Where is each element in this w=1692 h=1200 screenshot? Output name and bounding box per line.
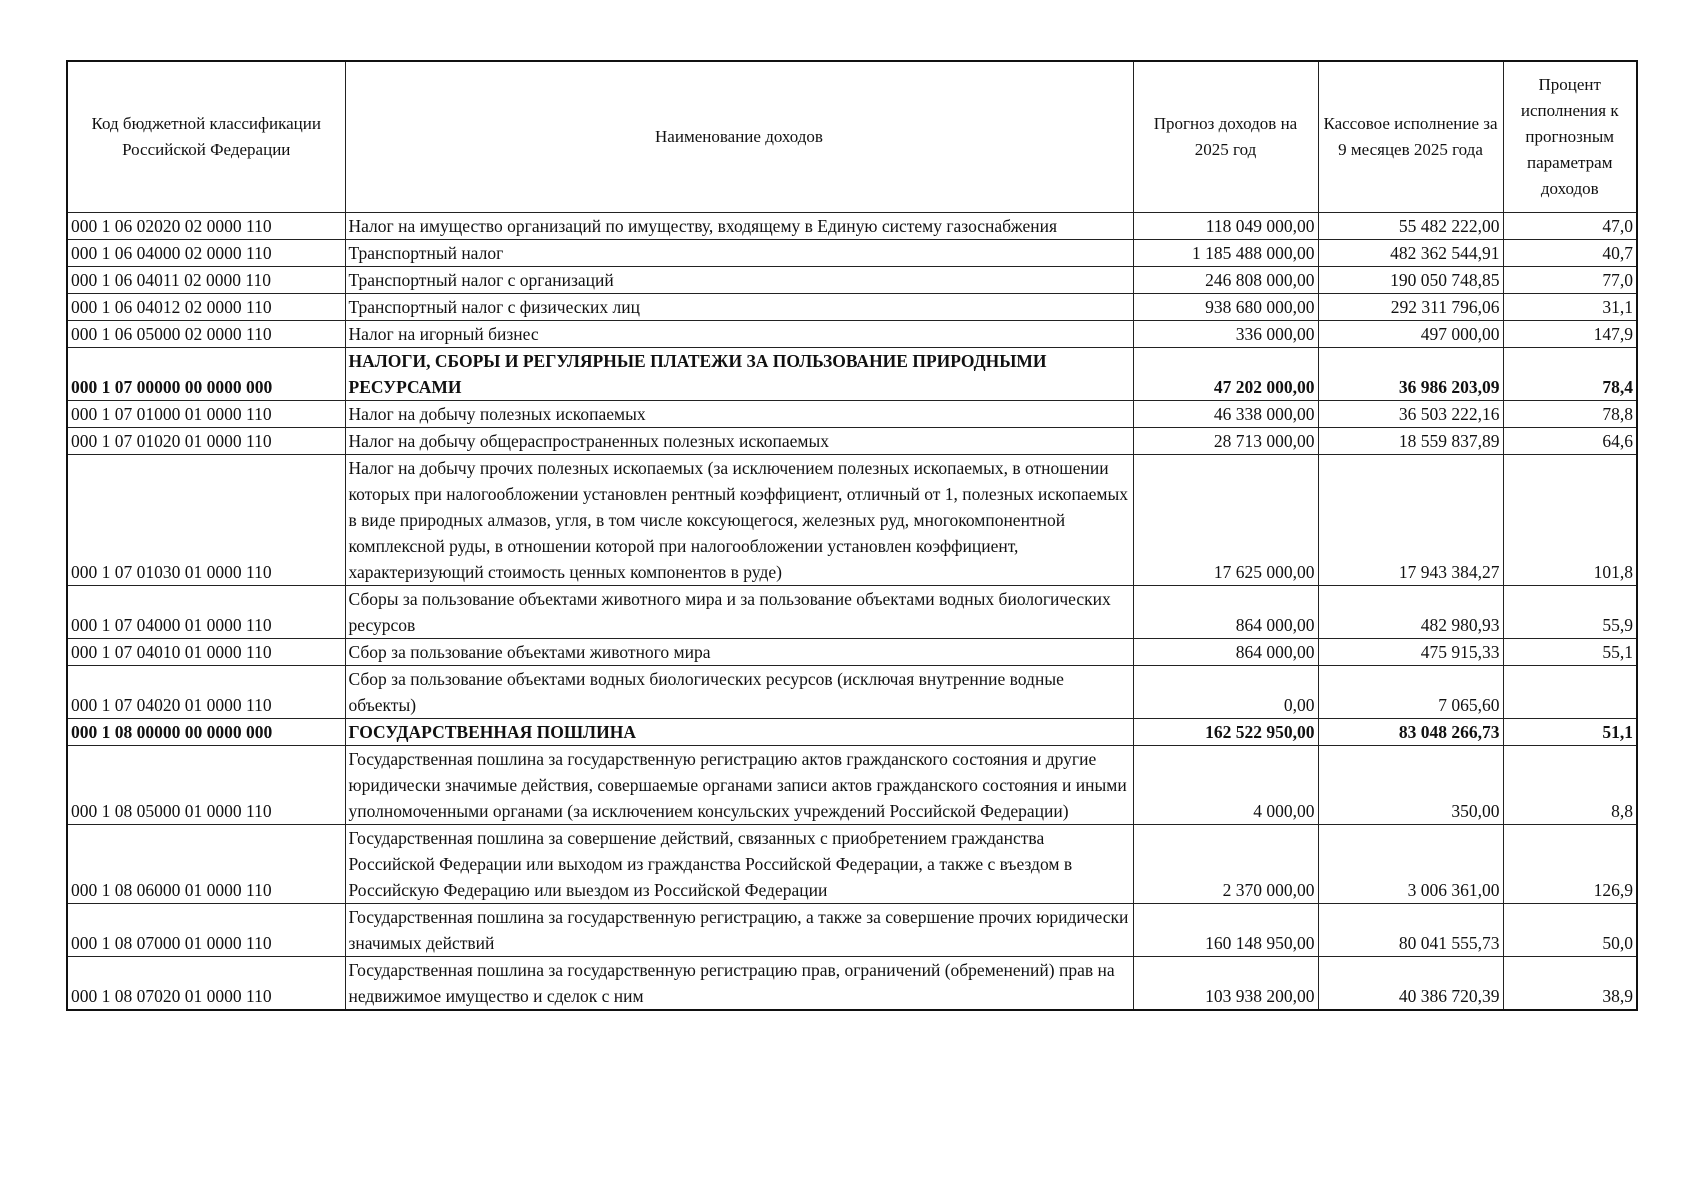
table-row	[67, 825, 1637, 904]
cell-percent: 77,0	[1503, 267, 1637, 294]
cell-code: 000 1 07 01020 01 0000 110	[67, 428, 345, 455]
cell-percent: 126,9	[1503, 825, 1637, 904]
cell-name: Транспортный налог с физических лиц	[345, 294, 1133, 321]
cell-name: Налог на добычу общераспространенных полезных ископаемых	[345, 428, 1133, 455]
table-row	[67, 666, 1637, 719]
table-body	[67, 213, 1637, 1011]
cell-code: 000 1 07 04000 01 0000 110	[67, 586, 345, 639]
table-row-section	[67, 719, 1637, 746]
cell-name: Государственная пошлина за государственную регистрацию, а также за совершение прочих юридически значимых действий	[345, 904, 1133, 957]
table-row	[67, 213, 1637, 240]
cell-name: Налог на добычу полезных ископаемых	[345, 401, 1133, 428]
table-row	[67, 904, 1637, 957]
cell-cash: 482 980,93	[1318, 586, 1503, 639]
cell-forecast: 162 522 950,00	[1133, 719, 1318, 746]
table-row	[67, 586, 1637, 639]
cell-code: 000 1 08 05000 01 0000 110	[67, 746, 345, 825]
table-row	[67, 746, 1637, 825]
cell-percent: 40,7	[1503, 240, 1637, 267]
cell-name: Налог на имущество организаций по имуществу, входящему в Единую систему газоснабжения	[345, 213, 1133, 240]
cell-name: Государственная пошлина за государственную регистрацию актов гражданского состояния и другие юридически значимые действия, совершаемые органами записи актов гражданского состояния и иными уполномоченными органами (за исключением консульских учреждений Российской Федерации)	[345, 746, 1133, 825]
cell-name: Сбор за пользование объектами животного мира	[345, 639, 1133, 666]
table-row	[67, 639, 1637, 666]
cell-percent: 55,9	[1503, 586, 1637, 639]
cell-name: Транспортный налог	[345, 240, 1133, 267]
cell-cash: 18 559 837,89	[1318, 428, 1503, 455]
header-row	[67, 61, 1637, 213]
cell-percent: 64,6	[1503, 428, 1637, 455]
cell-cash: 3 006 361,00	[1318, 825, 1503, 904]
cell-code: 000 1 07 01030 01 0000 110	[67, 455, 345, 586]
cell-cash: 190 050 748,85	[1318, 267, 1503, 294]
cell-forecast: 160 148 950,00	[1133, 904, 1318, 957]
cell-forecast: 246 808 000,00	[1133, 267, 1318, 294]
table-row	[67, 455, 1637, 586]
cell-cash: 17 943 384,27	[1318, 455, 1503, 586]
table-row	[67, 428, 1637, 455]
cell-code: 000 1 06 04011 02 0000 110	[67, 267, 345, 294]
cell-name: Государственная пошлина за государственную регистрацию прав, ограничений (обременений) прав на недвижимое имущество и сделок с ним	[345, 957, 1133, 1011]
table-row	[67, 267, 1637, 294]
cell-forecast: 28 713 000,00	[1133, 428, 1318, 455]
cell-forecast: 103 938 200,00	[1133, 957, 1318, 1011]
header-percent: Процент исполнения к прогнозным параметрам доходов	[1503, 61, 1637, 213]
cell-name: Государственная пошлина за совершение действий, связанных с приобретением гражданства Российской Федерации или выходом из гражданства Российской Федерации, а также с въездом в Российскую Федерацию или выездом из Российской Федерации	[345, 825, 1133, 904]
cell-code: 000 1 06 02020 02 0000 110	[67, 213, 345, 240]
cell-percent: 55,1	[1503, 639, 1637, 666]
cell-cash: 40 386 720,39	[1318, 957, 1503, 1011]
cell-forecast: 864 000,00	[1133, 586, 1318, 639]
cell-percent: 78,8	[1503, 401, 1637, 428]
cell-percent: 51,1	[1503, 719, 1637, 746]
cell-code: 000 1 07 01000 01 0000 110	[67, 401, 345, 428]
cell-forecast: 46 338 000,00	[1133, 401, 1318, 428]
cell-code: 000 1 07 00000 00 0000 000	[67, 348, 345, 401]
cell-percent: 47,0	[1503, 213, 1637, 240]
cell-code: 000 1 07 04020 01 0000 110	[67, 666, 345, 719]
cell-name: Сбор за пользование объектами водных биологических ресурсов (исключая внутренние водные объекты)	[345, 666, 1133, 719]
table-header	[67, 61, 1637, 213]
cell-code: 000 1 06 05000 02 0000 110	[67, 321, 345, 348]
cell-code: 000 1 08 07000 01 0000 110	[67, 904, 345, 957]
cell-percent: 101,8	[1503, 455, 1637, 586]
cell-code: 000 1 08 06000 01 0000 110	[67, 825, 345, 904]
cell-forecast: 47 202 000,00	[1133, 348, 1318, 401]
table-row-section	[67, 348, 1637, 401]
cell-code: 000 1 06 04012 02 0000 110	[67, 294, 345, 321]
cell-cash: 83 048 266,73	[1318, 719, 1503, 746]
header-forecast: Прогноз доходов на 2025 год	[1133, 61, 1318, 213]
cell-name: Налог на игорный бизнес	[345, 321, 1133, 348]
cell-percent	[1503, 666, 1637, 719]
cell-code: 000 1 07 04010 01 0000 110	[67, 639, 345, 666]
cell-percent: 38,9	[1503, 957, 1637, 1011]
cell-forecast: 2 370 000,00	[1133, 825, 1318, 904]
cell-cash: 80 041 555,73	[1318, 904, 1503, 957]
cell-percent: 147,9	[1503, 321, 1637, 348]
cell-percent: 78,4	[1503, 348, 1637, 401]
cell-cash: 475 915,33	[1318, 639, 1503, 666]
cell-name: ГОСУДАРСТВЕННАЯ ПОШЛИНА	[345, 719, 1133, 746]
cell-cash: 36 986 203,09	[1318, 348, 1503, 401]
table-row	[67, 240, 1637, 267]
header-cash: Кассовое исполнение за 9 месяцев 2025 года	[1318, 61, 1503, 213]
cell-forecast: 0,00	[1133, 666, 1318, 719]
cell-name: НАЛОГИ, СБОРЫ И РЕГУЛЯРНЫЕ ПЛАТЕЖИ ЗА ПОЛЬЗОВАНИЕ ПРИРОДНЫМИ РЕСУРСАМИ	[345, 348, 1133, 401]
table-row	[67, 957, 1637, 1011]
cell-cash: 350,00	[1318, 746, 1503, 825]
cell-forecast: 864 000,00	[1133, 639, 1318, 666]
table-row	[67, 401, 1637, 428]
cell-code: 000 1 08 00000 00 0000 000	[67, 719, 345, 746]
cell-cash: 36 503 222,16	[1318, 401, 1503, 428]
budget-revenue-table	[66, 60, 1638, 1011]
cell-percent: 31,1	[1503, 294, 1637, 321]
cell-forecast: 336 000,00	[1133, 321, 1318, 348]
cell-name: Налог на добычу прочих полезных ископаемых (за исключением полезных ископаемых, в отношении которых при налогообложении установлен рентный коэффициент, отличный от 1, полезных ископаемых в виде природных алмазов, угля, в том числе коксующегося, железных руд, многокомпонентной комплексной руды, в отношении которой при налогообложении установлен коэффициент, характеризующий стоимость ценных компонентов в руде)	[345, 455, 1133, 586]
cell-percent: 8,8	[1503, 746, 1637, 825]
cell-cash: 7 065,60	[1318, 666, 1503, 719]
cell-forecast: 4 000,00	[1133, 746, 1318, 825]
cell-cash: 497 000,00	[1318, 321, 1503, 348]
table-row	[67, 321, 1637, 348]
cell-forecast: 938 680 000,00	[1133, 294, 1318, 321]
cell-code: 000 1 08 07020 01 0000 110	[67, 957, 345, 1011]
table-row	[67, 294, 1637, 321]
cell-percent: 50,0	[1503, 904, 1637, 957]
header-code: Код бюджетной классификации Российской Федерации	[67, 61, 345, 213]
cell-cash: 55 482 222,00	[1318, 213, 1503, 240]
cell-cash: 482 362 544,91	[1318, 240, 1503, 267]
header-name: Наименование доходов	[345, 61, 1133, 213]
cell-forecast: 118 049 000,00	[1133, 213, 1318, 240]
cell-name: Транспортный налог с организаций	[345, 267, 1133, 294]
cell-forecast: 1 185 488 000,00	[1133, 240, 1318, 267]
cell-forecast: 17 625 000,00	[1133, 455, 1318, 586]
cell-name: Сборы за пользование объектами животного мира и за пользование объектами водных биологических ресурсов	[345, 586, 1133, 639]
cell-cash: 292 311 796,06	[1318, 294, 1503, 321]
cell-code: 000 1 06 04000 02 0000 110	[67, 240, 345, 267]
